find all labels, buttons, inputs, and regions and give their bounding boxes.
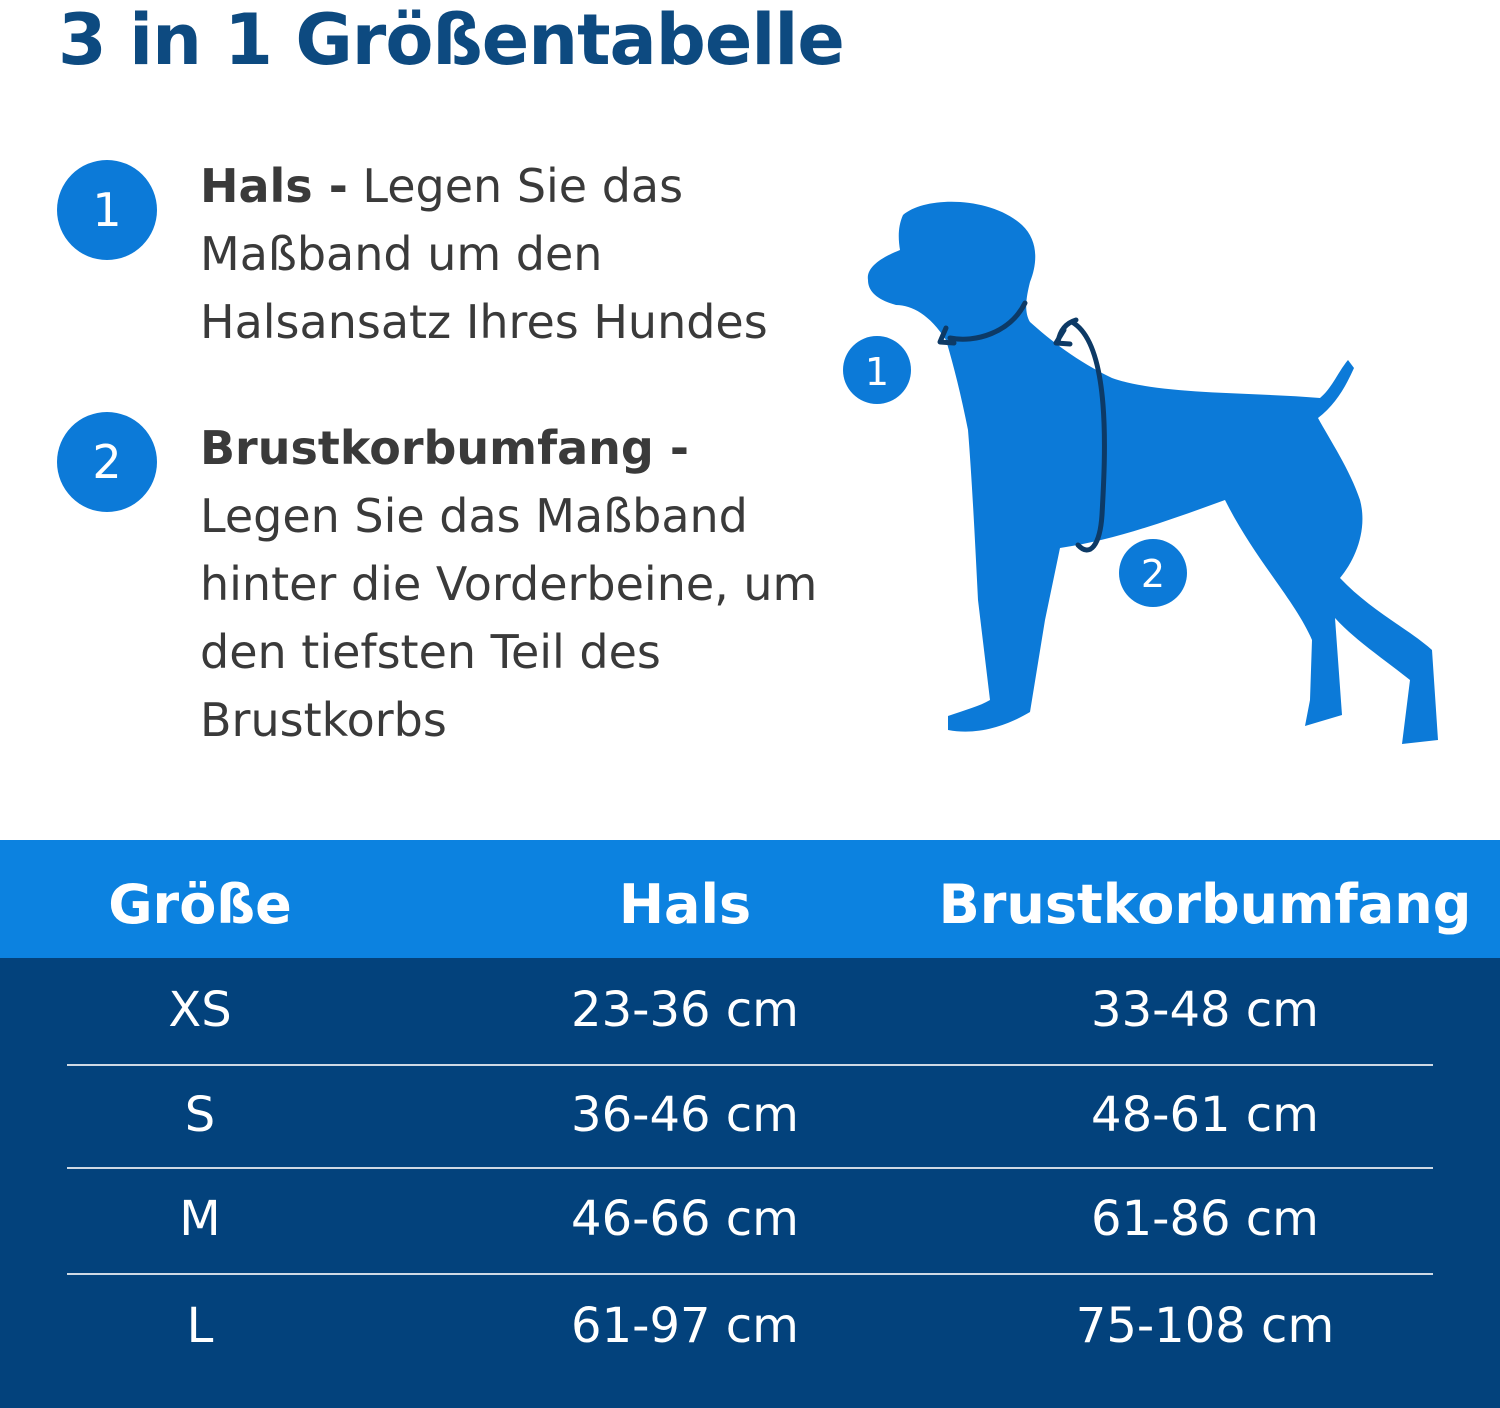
chest-cell: 75-108 cm [1075, 1298, 1335, 1354]
neck-cell: 46-66 cm [571, 1191, 799, 1247]
table-row [0, 1274, 1500, 1379]
step-2-heading: Brustkorbumfang - [200, 421, 689, 475]
step-1-text: Legen Sie das Maßband um den Halsansatz Ihres Hundes [200, 159, 768, 349]
chest-cell: 48-61 cm [1091, 1087, 1319, 1143]
neck-cell: 23-36 cm [571, 982, 799, 1038]
table-row [0, 958, 1500, 1063]
header-chest: Brustkorbumfang [938, 873, 1472, 936]
step-2-badge: 2 [57, 412, 157, 512]
header-size: Größe [108, 873, 292, 936]
step-1-heading: Hals - [200, 159, 348, 213]
size-table [0, 840, 1500, 1408]
table-row [0, 1063, 1500, 1168]
step-1-description [200, 152, 840, 356]
dog-silhouette-icon [868, 202, 1438, 744]
page-title: 3 in 1 Größentabelle [58, 0, 844, 81]
dog-measurement-illustration [830, 190, 1470, 770]
table-row [0, 1167, 1500, 1272]
step-1-badge: 1 [57, 160, 157, 260]
chest-marker-label: 2 [1140, 552, 1166, 596]
neck-cell: 36-46 cm [571, 1087, 799, 1143]
header-neck: Hals [618, 873, 752, 936]
size-cell: M [179, 1191, 221, 1247]
neck-marker-label: 1 [864, 350, 890, 394]
chest-cell: 33-48 cm [1091, 982, 1319, 1038]
chest-marker [1119, 539, 1187, 607]
neck-marker [843, 336, 911, 404]
size-table-header [0, 840, 1500, 958]
size-cell: S [184, 1087, 216, 1143]
size-cell: L [186, 1298, 214, 1354]
step-2-description [200, 414, 840, 754]
neck-cell: 61-97 cm [571, 1298, 799, 1354]
size-table-body [0, 958, 1500, 1408]
size-cell: XS [168, 982, 232, 1038]
chest-cell: 61-86 cm [1091, 1191, 1319, 1247]
step-2-text: Legen Sie das Maßband hinter die Vorderbeine, um den tiefsten Teil des Brustkorbs [200, 489, 818, 747]
